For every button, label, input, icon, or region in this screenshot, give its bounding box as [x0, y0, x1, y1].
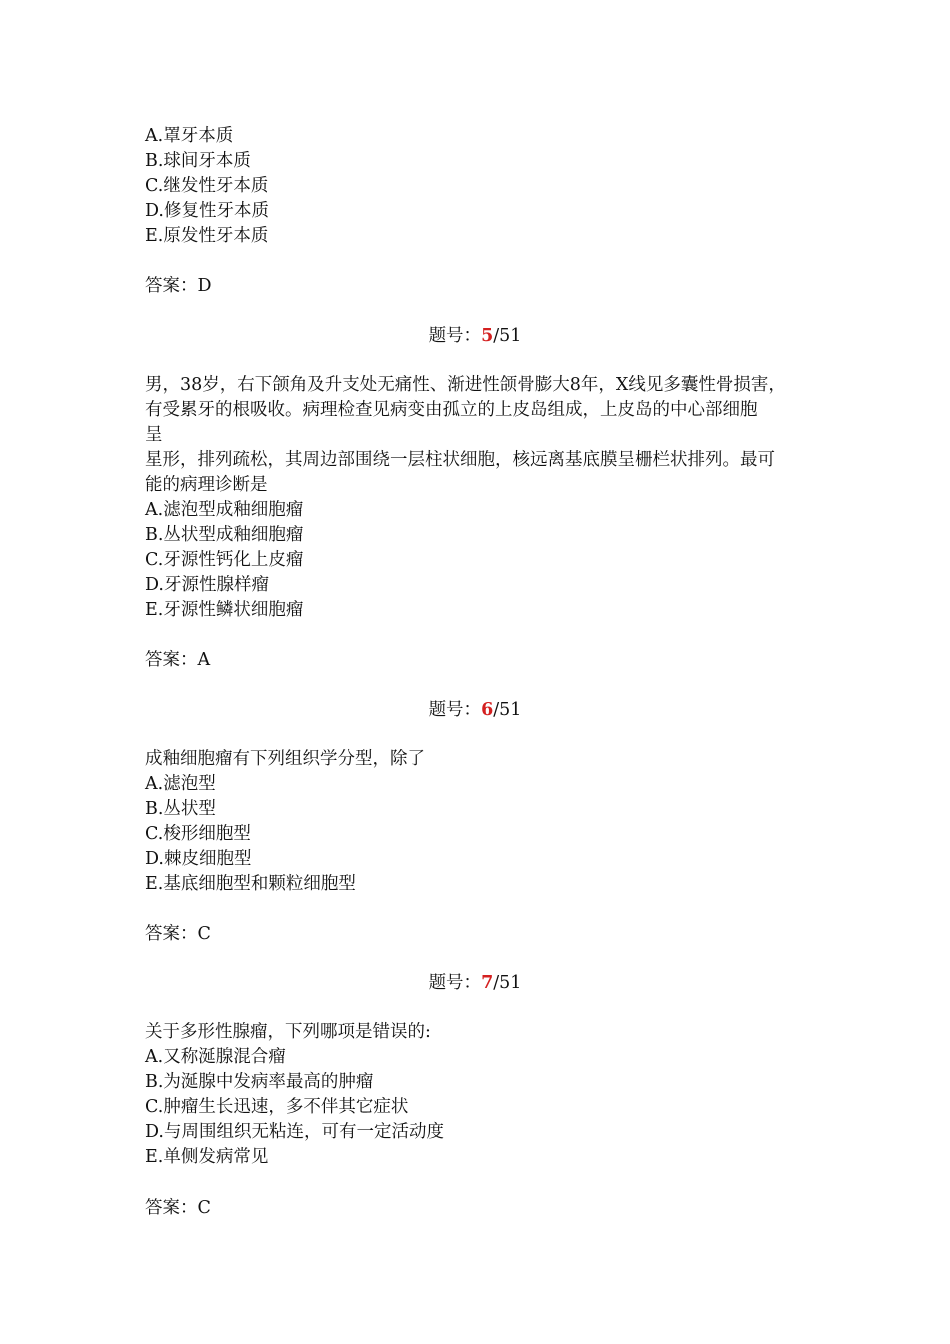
question-stem-line: 有受累牙的根吸收。病理检查见病变由孤立的上皮岛组成，上皮岛的中心部细胞	[145, 400, 758, 420]
option-c: C.牙源性钙化上皮瘤	[145, 550, 304, 570]
answer: 答案：D	[145, 276, 212, 296]
option-b: B.球间牙本质	[145, 151, 251, 171]
question-stem-line: 成釉细胞瘤有下列组织学分型，除了	[145, 749, 425, 769]
question-stem-line: 关于多形性腺瘤，下列哪项是错误的:	[145, 1022, 431, 1042]
option-d: D.修复性牙本质	[145, 201, 269, 221]
option-d: D.棘皮细胞型	[145, 849, 252, 869]
option-b: B.为涎腺中发病率最高的肿瘤	[145, 1072, 374, 1092]
answer: 答案：C	[145, 1198, 211, 1218]
option-c: C.肿瘤生长迅速，多不伴其它症状	[145, 1097, 409, 1117]
question-number: 5	[481, 326, 494, 346]
question-total: /51	[493, 973, 522, 993]
option-d: D.与周围组织无粘连，可有一定活动度	[145, 1122, 444, 1142]
option-e: E.牙源性鳞状细胞瘤	[145, 600, 304, 620]
question-heading	[145, 324, 805, 348]
question-stem-line: 男，38岁，右下颌角及升支处无痛性、渐进性颌骨膨大8年，X线见多囊性骨损害，	[145, 375, 786, 395]
option-b: B.丛状型成釉细胞瘤	[145, 525, 304, 545]
question-stem-line: 能的病理诊断是	[145, 475, 268, 495]
question-number: 7	[481, 973, 494, 993]
question-stem-line: 星形，排列疏松，其周边部围绕一层柱状细胞，核远离基底膜呈栅栏状排列。最可	[145, 450, 775, 470]
option-d: D.牙源性腺样瘤	[145, 575, 269, 595]
option-a: A.滤泡型成釉细胞瘤	[145, 500, 304, 520]
option-a: A.罩牙本质	[145, 126, 234, 146]
option-e: E.单侧发病常见	[145, 1147, 269, 1167]
answer: 答案：C	[145, 924, 211, 944]
option-c: C.梭形细胞型	[145, 824, 251, 844]
option-e: E.基底细胞型和颗粒细胞型	[145, 874, 356, 894]
question-number: 6	[481, 700, 494, 720]
question-total: /51	[493, 700, 522, 720]
question-label: 题号：	[428, 973, 482, 993]
question-label: 题号：	[428, 700, 482, 720]
question-label: 题号：	[428, 326, 482, 346]
option-a: A.又称涎腺混合瘤	[145, 1047, 286, 1067]
option-c: C.继发性牙本质	[145, 176, 269, 196]
question-stem-line: 呈	[145, 425, 163, 445]
answer: 答案：A	[145, 650, 211, 670]
option-e: E.原发性牙本质	[145, 226, 269, 246]
question-heading	[145, 971, 805, 995]
option-a: A.滤泡型	[145, 774, 216, 794]
question-total: /51	[493, 326, 522, 346]
question-heading	[145, 698, 805, 722]
option-b: B.丛状型	[145, 799, 216, 819]
